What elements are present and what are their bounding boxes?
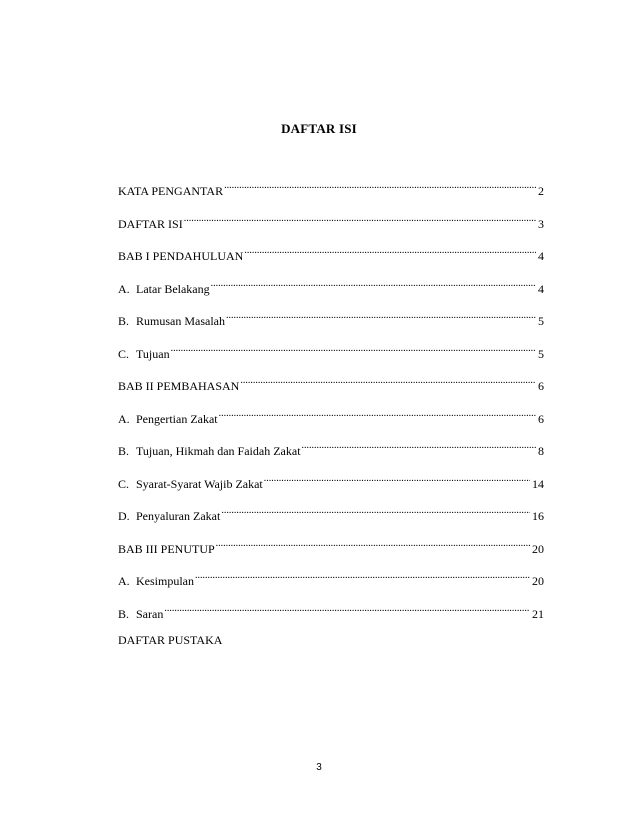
toc-entry-page: 16: [532, 509, 544, 523]
toc-leader-dots: [221, 501, 530, 520]
toc-entry-letter: C.: [118, 346, 130, 361]
toc-entry-page: 2: [538, 184, 544, 198]
toc-leader-dots: [164, 599, 530, 618]
toc-leader-dots: [211, 274, 536, 293]
toc-entry-letter: B.: [118, 606, 130, 621]
toc-entry-letter: A.: [118, 574, 130, 588]
toc-entry: [118, 209, 544, 231]
toc-leader-dots: [216, 534, 530, 553]
toc-entry-letter: A.: [118, 281, 130, 296]
page-title: DAFTAR ISI: [281, 121, 357, 136]
toc-entry: [118, 599, 544, 621]
toc-entry-text: Tujuan, Hikmah dan Faidah Zakat: [136, 444, 301, 458]
toc-leader-dots: [244, 241, 536, 260]
page-number: 3: [316, 762, 322, 773]
toc-entry-text: BAB III PENUTUP: [118, 541, 215, 556]
toc-entry-text: Saran: [136, 606, 164, 621]
toc-entry-text: Latar Belakang: [136, 281, 210, 296]
toc-entry-text: DAFTAR PUSTAKA: [118, 633, 223, 647]
toc-entry-page: 3: [538, 216, 544, 231]
toc-entry-page: 21: [532, 606, 544, 621]
toc-entry-page: 6: [538, 379, 544, 393]
toc-leader-dots: [226, 306, 536, 325]
toc-entry: [118, 176, 544, 198]
toc-leader-dots: [195, 566, 530, 585]
toc-entry-text: Penyaluran Zakat: [136, 509, 221, 523]
toc-entry-text: BAB II PEMBAHASAN: [118, 379, 240, 393]
toc-leader-dots: [219, 404, 536, 423]
toc-entry-letter: D.: [118, 509, 130, 523]
toc-entry-page: 5: [538, 346, 544, 361]
toc-entry: [118, 404, 544, 426]
toc-leader-dots: [240, 371, 536, 390]
toc-entry-letter: B.: [118, 444, 130, 458]
toc-entry: [118, 339, 544, 361]
toc-entry-letter: B.: [118, 314, 130, 328]
toc-entry-page: 20: [532, 541, 544, 556]
toc-leader-dots: [171, 339, 536, 358]
toc-entry: [118, 566, 544, 588]
toc-entry: [118, 371, 544, 393]
toc-entry-text: Pengertian Zakat: [136, 411, 218, 426]
table-of-contents: [118, 176, 544, 664]
toc-entry-text: Rumusan Masalah: [136, 314, 225, 328]
toc-entry-page: 5: [538, 314, 544, 328]
toc-entry-page: 8: [538, 444, 544, 458]
toc-entry-text: Syarat-Syarat Wajib Zakat: [136, 476, 263, 491]
toc-leader-dots: [264, 469, 530, 488]
toc-leader-dots: [302, 436, 536, 455]
toc-entry: [118, 306, 544, 328]
toc-entry-text: DAFTAR ISI: [118, 216, 183, 231]
toc-entry-page: 20: [532, 574, 544, 588]
toc-entry: [118, 469, 544, 491]
toc-leader-dots: [184, 209, 536, 228]
toc-entry: [118, 534, 544, 556]
toc-entry: [118, 436, 544, 458]
toc-entry-page: 6: [538, 411, 544, 426]
toc-entry-text: Kesimpulan: [136, 574, 194, 588]
toc-entry-no-page: [118, 631, 544, 650]
toc-entry-letter: C.: [118, 476, 130, 491]
toc-entry-text: KATA PENGANTAR: [118, 184, 224, 198]
toc-entry-page: 4: [538, 281, 544, 296]
toc-entry: [118, 274, 544, 296]
toc-entry: [118, 241, 544, 263]
toc-entry-page: 4: [538, 249, 544, 263]
toc-entry-page: 14: [532, 476, 544, 491]
toc-entry-letter: A.: [118, 411, 130, 426]
toc-entry: [118, 501, 544, 523]
toc-leader-dots: [224, 176, 536, 195]
toc-entry-text: Tujuan: [136, 346, 170, 361]
toc-entry-text: BAB I PENDAHULUAN: [118, 249, 244, 263]
